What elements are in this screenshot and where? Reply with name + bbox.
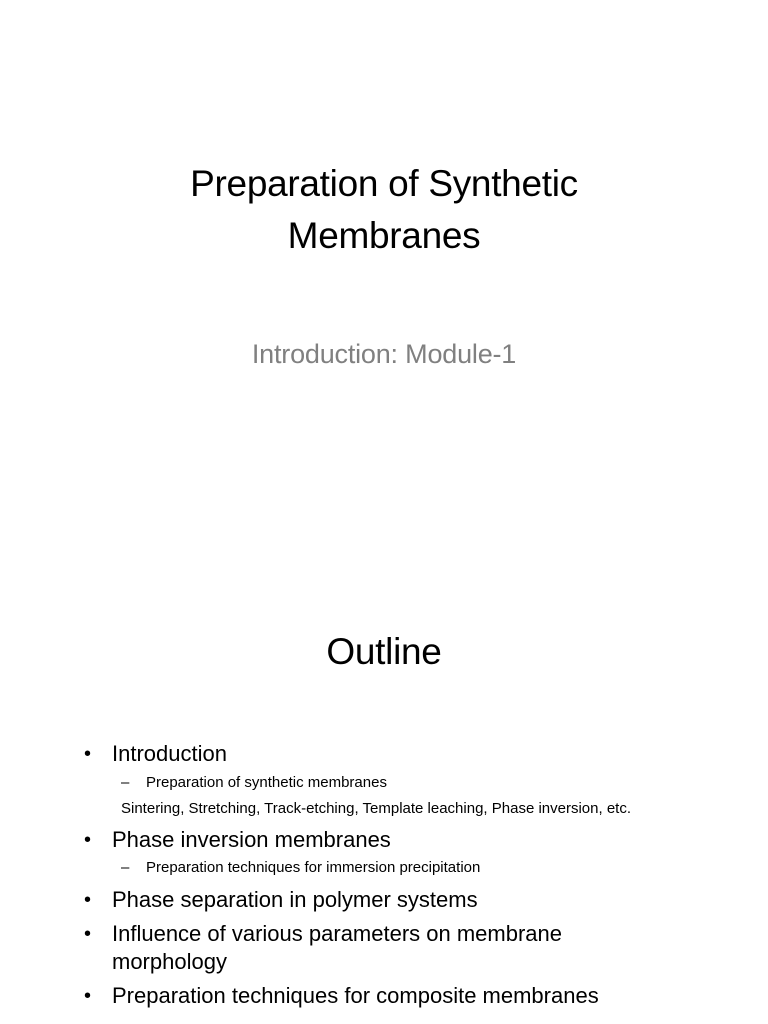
outline-item-phase-inversion: Phase inversion membranes [112,827,391,852]
outline-item-phase-separation: Phase separation in polymer systems [112,887,478,912]
outline-subitem-immersion: Preparation techniques for immersion precipitation [146,859,481,876]
dash-icon: – [121,774,130,791]
slide-subtitle: Introduction: Module-1 [251,339,517,369]
outline-title: Outline [326,631,442,672]
bullet-icon: • [84,923,92,945]
outline-item-introduction: Introduction [112,741,227,766]
slide-title-line-1: Preparation of Synthetic [190,163,578,204]
outline-subitem-preparation: Preparation of synthetic membranes [146,774,387,791]
dash-icon: – [121,859,130,876]
bullet-icon: • [84,743,92,765]
outline-item-influence-line-1: Influence of various parameters on membrane [112,921,563,946]
bullet-icon: • [84,889,92,911]
slide-title-line-2: Membranes [287,215,481,256]
bullet-icon: • [84,829,92,851]
outline-item-composite: Preparation techniques for composite membranes [112,983,599,1008]
outline-note-techniques: Sintering, Stretching, Track-etching, Template leaching, Phase inversion, etc. [121,800,631,817]
outline-item-influence-line-2: morphology [112,949,227,974]
bullet-icon: • [84,985,92,1007]
